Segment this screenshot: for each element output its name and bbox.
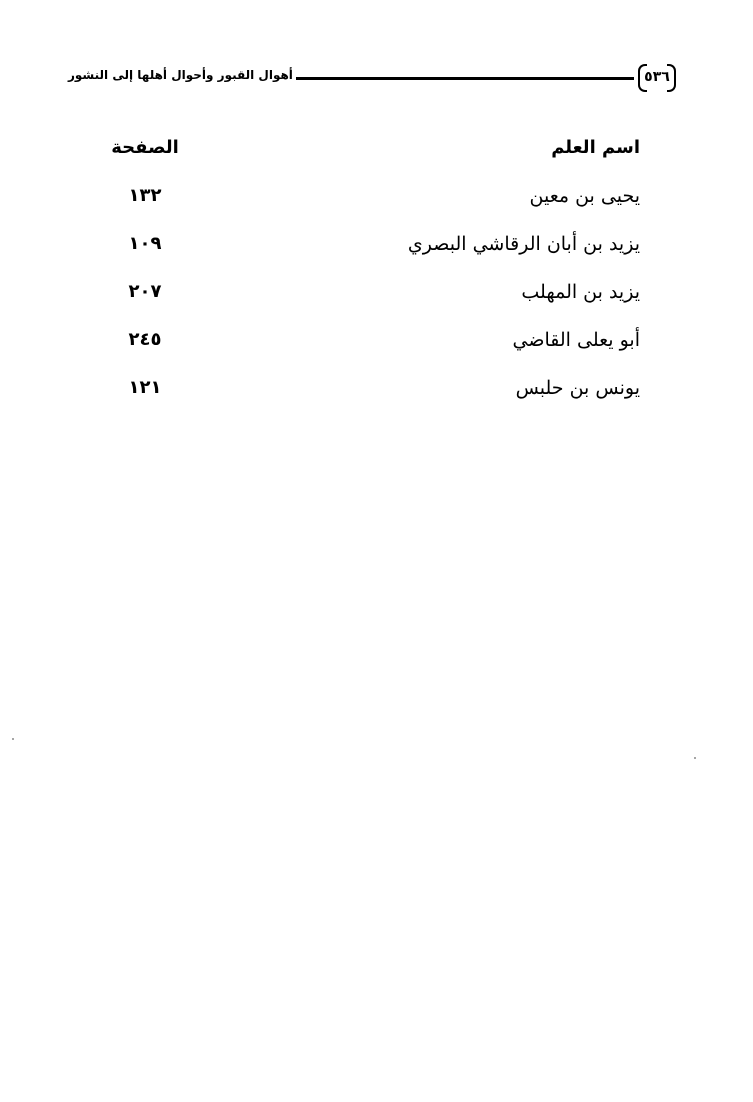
- entry-page: ١٢١: [128, 377, 162, 398]
- entry-name: يونس بن حلبس: [515, 377, 640, 399]
- column-header-name: اسم العلم: [551, 137, 640, 158]
- entry-page: ٢٠٧: [128, 281, 162, 302]
- running-title: أهوال القبور وأحوال أهلها إلى النشور: [68, 68, 293, 82]
- scan-speck: [694, 757, 696, 759]
- page-number: ٥٣٦: [638, 62, 676, 92]
- table-row: [110, 325, 640, 373]
- running-header: [68, 62, 680, 96]
- table-row: [110, 277, 640, 325]
- column-header-page: الصفحة: [111, 137, 179, 158]
- entry-page: ٢٤٥: [128, 329, 162, 350]
- table-header-row: [110, 133, 640, 181]
- entry-page: ١٣٢: [128, 185, 162, 206]
- table-row: [110, 373, 640, 421]
- table-row: [110, 181, 640, 229]
- entry-page: ١٠٩: [128, 233, 162, 254]
- table-row: [110, 229, 640, 277]
- entry-name: أبو يعلى القاضي: [512, 329, 640, 351]
- entry-name: يزيد بن المهلب: [521, 281, 640, 303]
- name-index-table: [110, 133, 640, 421]
- header-rule: [296, 77, 634, 80]
- entry-name: يحيى بن معين: [529, 185, 640, 207]
- entry-name: يزيد بن أبان الرقاشي البصري: [407, 233, 640, 255]
- scan-speck: [12, 738, 14, 740]
